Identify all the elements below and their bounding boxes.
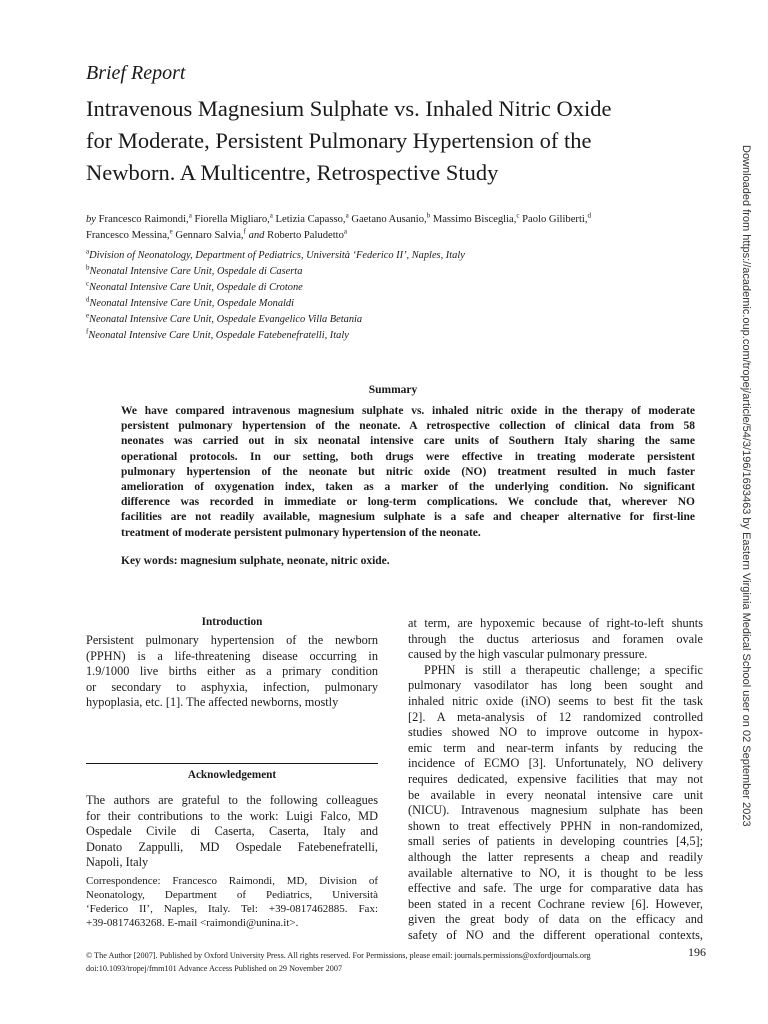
article-title [86,93,686,189]
doi-line: doi:10.1093/tropej/fmm101 Advance Access Published on 29 November 2007 [86,964,343,973]
summary-line: amelioration of oxygenation index, taken as a marker of the underlying condition. No significant [121,481,695,494]
body-line: The authors are grateful to the following colleagues [86,793,378,807]
body-line: PPHN is still a therapeutic challenge; a specific [424,662,703,677]
body-line: (NICU). Intravenous magnesium sulphate has been [408,803,703,818]
body-line: available alternative to NO, it is thought to be less [408,865,703,880]
body-line: Napoli, Italy [86,855,149,870]
affiliation-item: $^c$Neonatal Intensive Care Unit, Ospedale di Crotone [86,279,303,293]
author: Fiorella Migliaro,$^a$ [194,211,273,225]
divider [86,763,378,764]
body-line: or secondary to asphyxia, infection, pulmonary [86,679,378,694]
summary-line: treatment of moderate persistent pulmonary hypertension of the neonate. [121,526,481,539]
body-line: safety of NO and the different operational contexts, [408,927,703,942]
body-line: although the latter represents a cheap and readily [408,849,703,864]
body-line: shown to treat effectively PPHN in non-randomized, [408,818,703,833]
section-label: Brief Report [86,62,186,84]
body-line: (PPHN) is a life-threatening disease occurring in [86,648,378,663]
body-line: requires dedicated, expensive facilities that may not [408,771,703,786]
author-list [86,212,696,244]
author: Gennaro Salvia,$^f$ [175,227,246,241]
body-line: inhaled nitric oxide (iNO) seems to best fit the task [408,693,703,708]
body-line: small series of patients in developing countries [4,5]; [408,834,703,849]
affiliation-list [86,248,686,344]
title-line: for Moderate, Persistent Pulmonary Hypertension of the [86,128,592,153]
summary-line: We have compared intravenous magnesium sulphate vs. inhaled nitric oxide in the therapy of moderate [121,405,695,417]
body-line: studies showed NO to improve outcome in hypox- [408,725,703,740]
acknowledgement-heading: Acknowledgement [187,769,277,781]
summary-heading: Summary [368,384,418,396]
author-line-2 [86,228,696,244]
author: Massimo Bisceglia,$^c$ [432,211,520,225]
correspondence-line: Correspondence: Francesco Raimondi, MD, Division of [86,875,378,887]
footer [86,949,591,975]
correspondence-line: +39-0817463268. E-mail <raimondi@unina.it>. [86,917,299,929]
body-line: emic term and near-term infants by reducing the [408,740,703,755]
affiliation-item: $^e$Neonatal Intensive Care Unit, Ospedale Evangelico Villa Betania [86,311,363,325]
summary-body [121,404,695,541]
title-line: Newborn. A Multicentre, Retrospective Study [86,160,499,185]
correspondence-line: Neonatology, Department of Pediatrics, Università [86,889,378,901]
summary-line: neonates was carried out in six neonatal intensive care units of Southern Italy sharing the same [121,435,695,448]
affiliation-item: $^d$Neonatal Intensive Care Unit, Ospedale Monaldi [86,295,295,309]
introduction-body [86,633,378,711]
body-line: 1.9/1000 live births either as a primary condition [86,664,378,679]
body-line: be available in every neonatal intensive care unit [408,787,703,802]
body-line: for their contributions to the work: Luigi Falco, MD [86,808,378,823]
author: Roberto Paludetto$^a$ [267,227,348,241]
affiliation-item: $^b$Neonatal Intensive Care Unit, Ospedale di Caserta [86,263,303,277]
title-line: Intravenous Magnesium Sulphate vs. Inhaled Nitric Oxide [86,96,612,121]
keywords: Key words: magnesium sulphate, neonate, nitric oxide. [121,555,390,567]
summary-line: pulmonary hypertension of the neonate but nitric oxide (NO) treatment resulted in much faster [121,465,695,478]
author: Francesco Messina,$^e$ [86,227,173,241]
body-line: hypoplasia, etc. [1]. The affected newborns, mostly [86,695,339,710]
introduction-heading: Introduction [201,616,263,628]
correspondence [86,874,378,930]
summary-line: difference was recorded in immediate or long-term complications. We conclude that, wherever NO [121,496,695,509]
body-line: through the ductus arteriosus and foramen ovale [408,631,703,646]
author-line-1 [86,212,696,228]
author: Francesco Raimondi,$^a$ [98,211,192,225]
body-line: given the great body of data on the efficacy and [408,912,703,927]
body-line: Donato Zappulli, MD Ospedale Fatebenefratelli, [86,839,378,854]
body-line: pulmonary vasodilator has long been sought and [408,678,703,693]
body-line: at term, are hypoxemic because of right-to-left shunts [408,616,703,630]
body-line: caused by the high vascular pulmonary pressure. [408,647,648,662]
summary-line: operational protocols. In our setting, both drugs were effective in treating moderate persistent [121,450,695,463]
affiliation-item: $^f$Neonatal Intensive Care Unit, Ospedale Fatebenefratelli, Italy [86,327,349,341]
download-notice: Downloaded from https://academic.oup.com/tropej/article/54/3/196/1693463 by Eastern Virginia Medical School user on 02 September 2023 [740,145,752,827]
page-number: 196 [688,945,706,959]
body-line: [2]. A meta-analysis of 12 randomized controlled [408,709,703,724]
body-line: Persistent pulmonary hypertension of the newborn [86,633,378,647]
summary-line: persistent pulmonary hypertension of the neonate. A retrospective collection of clinical data from 58 [121,420,695,433]
acknowledgement-body [86,793,378,871]
affiliation-item: $^a$Division of Neonatology, Department of Pediatrics, Università ‘Federico II’, Naples, Italy [86,247,465,261]
author: Gaetano Ausanio,$^b$ [351,211,431,225]
body-line: Ospedale Civile di Caserta, Caserta, Italy and [86,824,378,839]
author: Letizia Capasso,$^a$ [275,211,349,225]
right-column-body [408,616,703,943]
and-label: and [248,230,265,241]
body-line: incidence of ECMO [3]. Unfortunately, NO delivery [408,756,703,771]
body-line: effective and safe. The urge for comparative data has [408,881,703,896]
copyright-line: © The Author [2007]. Published by Oxford University Press. All rights reserved. For Permissions, please email: journals.permissions@oxfordjournals.org [86,951,591,960]
summary-line: facilities are not readily available, magnesium sulphate is a safe and cheaper alternative for first-line [121,511,695,524]
author: Paolo Giliberti,$^d$ [522,211,591,225]
body-line: been stated in a recent Cochrane review [6]. However, [408,896,703,911]
by-label: by [86,214,96,225]
correspondence-line: ‘Federico II’, Naples, Italy. Tel: +39-0817462885. Fax: [86,903,378,915]
